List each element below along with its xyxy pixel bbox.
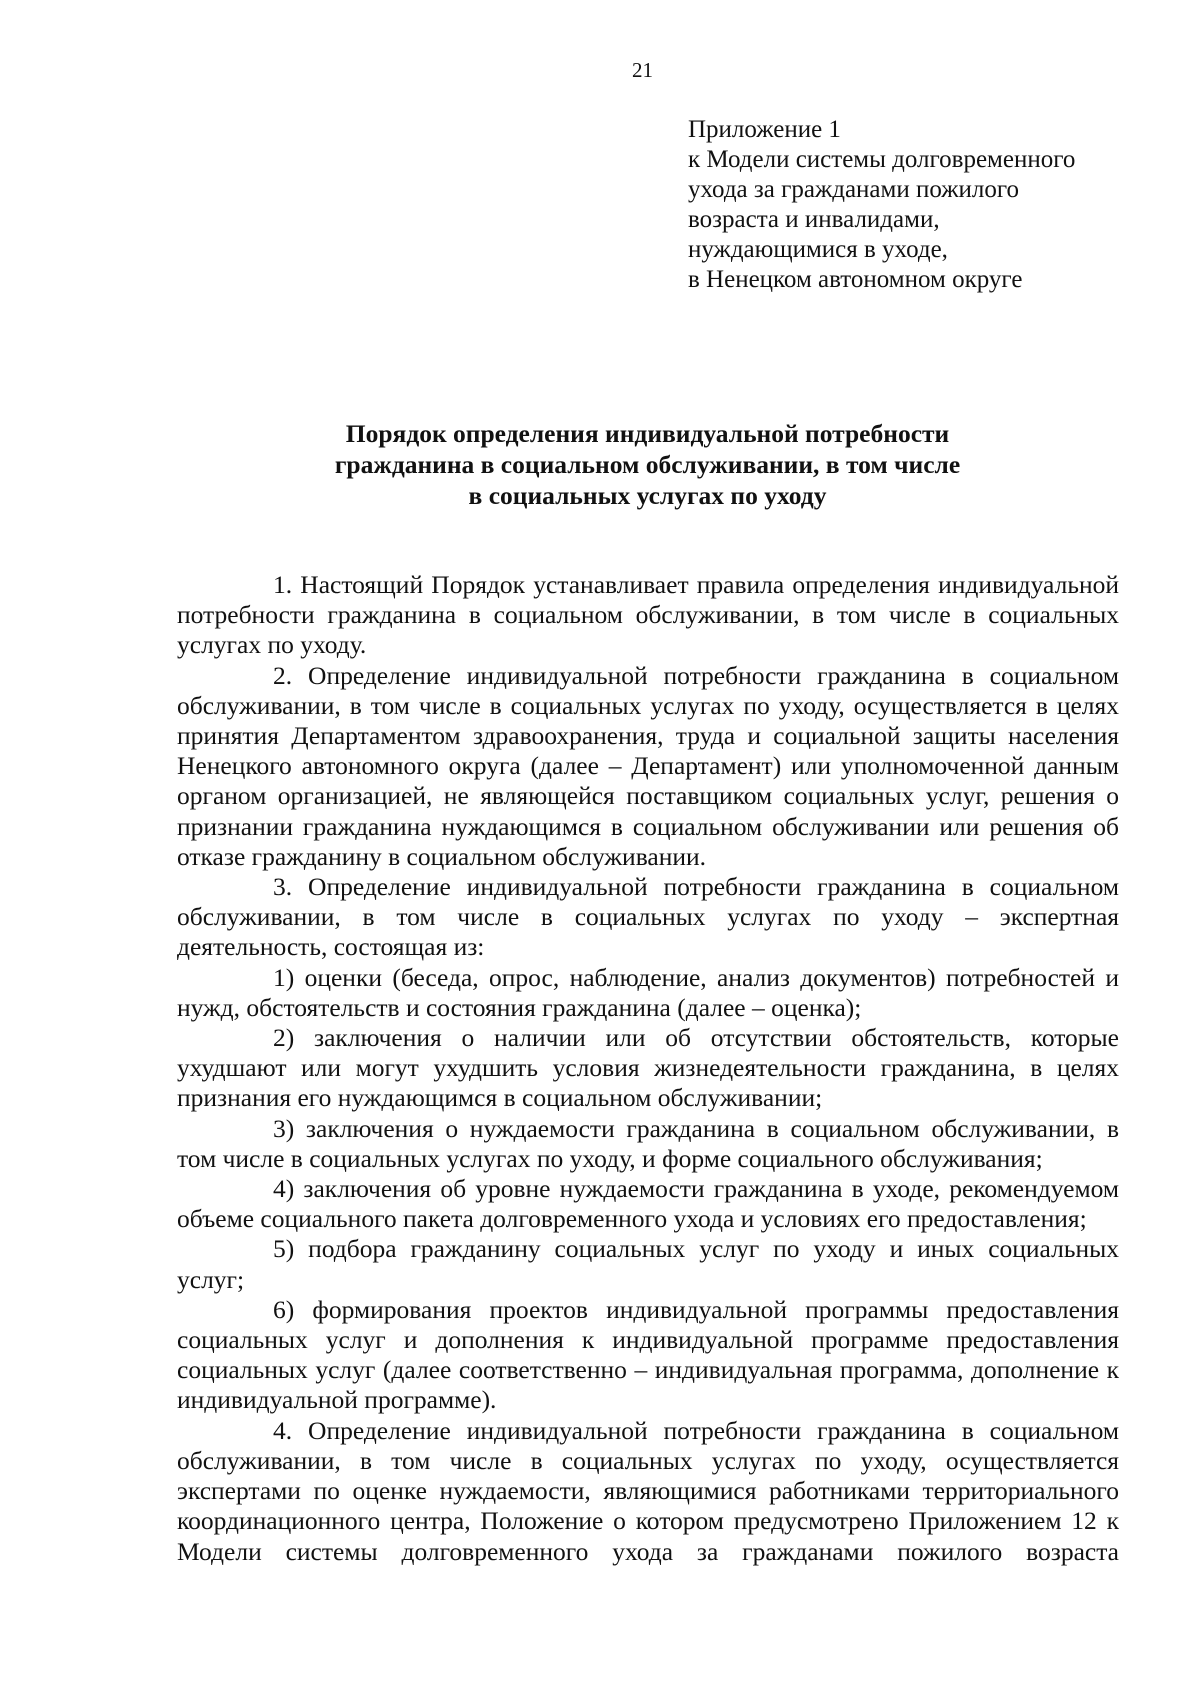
- page-number: 21: [632, 58, 653, 82]
- title-line: Порядок определения индивидуальной потребности: [345, 419, 950, 448]
- document-body: [177, 570, 1119, 1567]
- appendix-reference: [688, 115, 1158, 295]
- appendix-line: ухода за гражданами пожилого: [688, 176, 1019, 203]
- title-line: в социальных услугах по уходу: [468, 481, 827, 510]
- appendix-line: нуждающимися в уходе,: [688, 236, 948, 263]
- list-item-3: 3) заключения о нуждаемости гражданина в социальном обслуживании, в том числе в социальных услугах по уходу, и форме социального обслуживания;: [177, 1113, 1119, 1173]
- list-item-5: 5) подбора гражданину социальных услуг по уходу и иных социальных услуг;: [177, 1234, 1119, 1294]
- paragraph-4: 4. Определение индивидуальной потребности гражданина в социальном обслуживании, в том числе в социальных услугах по уходу, осуществляется экспертами по оценке нуждаемости, являющимися работниками территориального координационного центра, Положение о котором предусмотрено Приложением 12 к Модели системы долговременного ухода за гражданами пожилого возраста: [177, 1415, 1119, 1566]
- paragraph-2: 2. Определение индивидуальной потребности гражданина в социальном обслуживании, в том числе в социальных услугах по уходу, осуществляется в целях принятия Департаментом здравоохранения, труда и социальной защиты населения Ненецкого автономного округа (далее – Департамент) или уполномоченной данным органом организацией, не являющейся поставщиком социальных услуг, решения о признании гражданина нуждающимся в социальном обслуживании или решения об отказе гражданину в социальном обслуживании.: [177, 660, 1119, 871]
- list-item-2: 2) заключения о наличии или об отсутствии обстоятельств, которые ухудшают или могут ухудшить условия жизнедеятельности гражданина, в целях признания его нуждающимся в социальном обслуживании;: [177, 1023, 1119, 1113]
- appendix-line: в Ненецком автономном округе: [688, 266, 1023, 293]
- document-title: [0, 418, 1200, 511]
- title-line: гражданина в социальном обслуживании, в том числе: [334, 450, 961, 479]
- paragraph-3: 3. Определение индивидуальной потребности гражданина в социальном обслуживании, в том числе в социальных услугах по уходу – экспертная деятельность, состоящая из:: [177, 872, 1119, 962]
- appendix-line: к Модели системы долговременного: [688, 146, 1076, 173]
- appendix-line: возраста и инвалидами,: [688, 206, 940, 233]
- appendix-line: Приложение 1: [688, 116, 841, 143]
- list-item-6: 6) формирования проектов индивидуальной программы предоставления социальных услуг и дополнения к индивидуальной программе предоставления социальных услуг (далее соответственно – индивидуальная программа, дополнение к индивидуальной программе).: [177, 1294, 1119, 1415]
- list-item-4: 4) заключения об уровне нуждаемости гражданина в уходе, рекомендуемом объеме социального пакета долговременного ухода и условиях его предоставления;: [177, 1174, 1119, 1234]
- list-item-1: 1) оценки (беседа, опрос, наблюдение, анализ документов) потребностей и нужд, обстоятельств и состояния гражданина (далее – оценка);: [177, 962, 1119, 1022]
- paragraph-1: 1. Настоящий Порядок устанавливает правила определения индивидуальной потребности гражданина в социальном обслуживании, в том числе в социальных услугах по уходу.: [177, 570, 1119, 660]
